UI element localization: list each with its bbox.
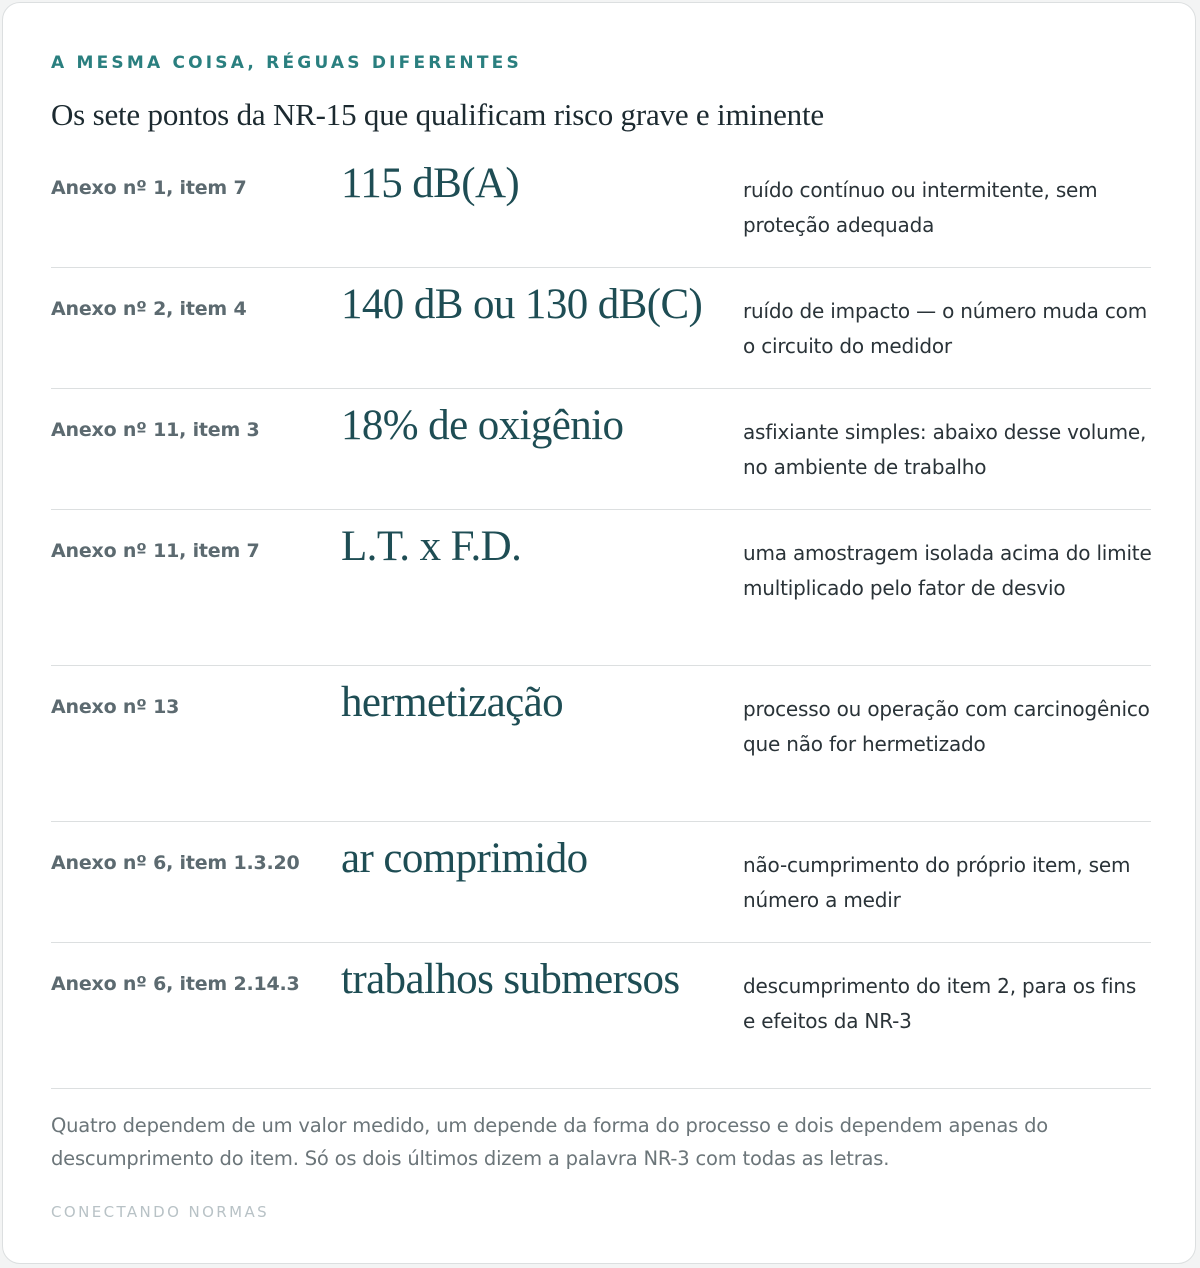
footnote: Quatro dependem de um valor medido, um depende da forma do processo e dois dependem apenas do descumprimento do item. Só os dois últimos dizem a palavra NR-3 com todas as letras. [51,1114,1048,1170]
list-item [51,147,1151,268]
row-value: hermetização [341,679,563,726]
row-description: ruído de impacto — o número muda com o circuito do medidor [743,299,1147,358]
row-reference: Anexo nº 11, item 3 [51,419,260,441]
criteria-list [51,147,1151,1089]
row-reference: Anexo nº 2, item 4 [51,298,247,320]
eyebrow: A MESMA COISA, RÉGUAS DIFERENTES [51,53,522,73]
list-item [51,822,1151,943]
row-reference: Anexo nº 13 [51,696,180,718]
brand-label: CONECTANDO NORMAS [51,1203,270,1221]
row-value: trabalhos submersos [341,956,680,1003]
row-description: asfixiante simples: abaixo desse volume, no ambiente de trabalho [743,420,1147,479]
row-description: processo ou operação com carcinogênico que não for hermetizado [743,697,1150,756]
row-description: ruído contínuo ou intermitente, sem proteção adequada [743,178,1098,237]
list-item [51,268,1151,389]
row-value: 115 dB(A) [341,160,520,207]
list-item [51,510,1151,666]
list-item [51,666,1151,822]
row-value: ar comprimido [341,835,588,882]
row-description: não-cumprimento do próprio item, sem número a medir [743,853,1131,912]
row-description: descumprimento do item 2, para os fins e efeitos da NR-3 [743,974,1137,1033]
row-value: 140 dB ou 130 dB(C) [341,281,703,328]
row-value: 18% de oxigênio [341,402,624,449]
row-description: uma amostragem isolada acima do limite multiplicado pelo fator de desvio [743,541,1152,600]
row-reference: Anexo nº 11, item 7 [51,540,260,562]
row-reference: Anexo nº 6, item 1.3.20 [51,852,300,874]
row-reference: Anexo nº 1, item 7 [51,177,247,199]
card [2,2,1196,1264]
page-title: Os sete pontos da NR-15 que qualificam risco grave e iminente [51,97,824,132]
list-item [51,943,1151,1089]
row-reference: Anexo nº 6, item 2.14.3 [51,973,300,995]
row-value: L.T. x F.D. [341,523,522,570]
list-item [51,389,1151,510]
